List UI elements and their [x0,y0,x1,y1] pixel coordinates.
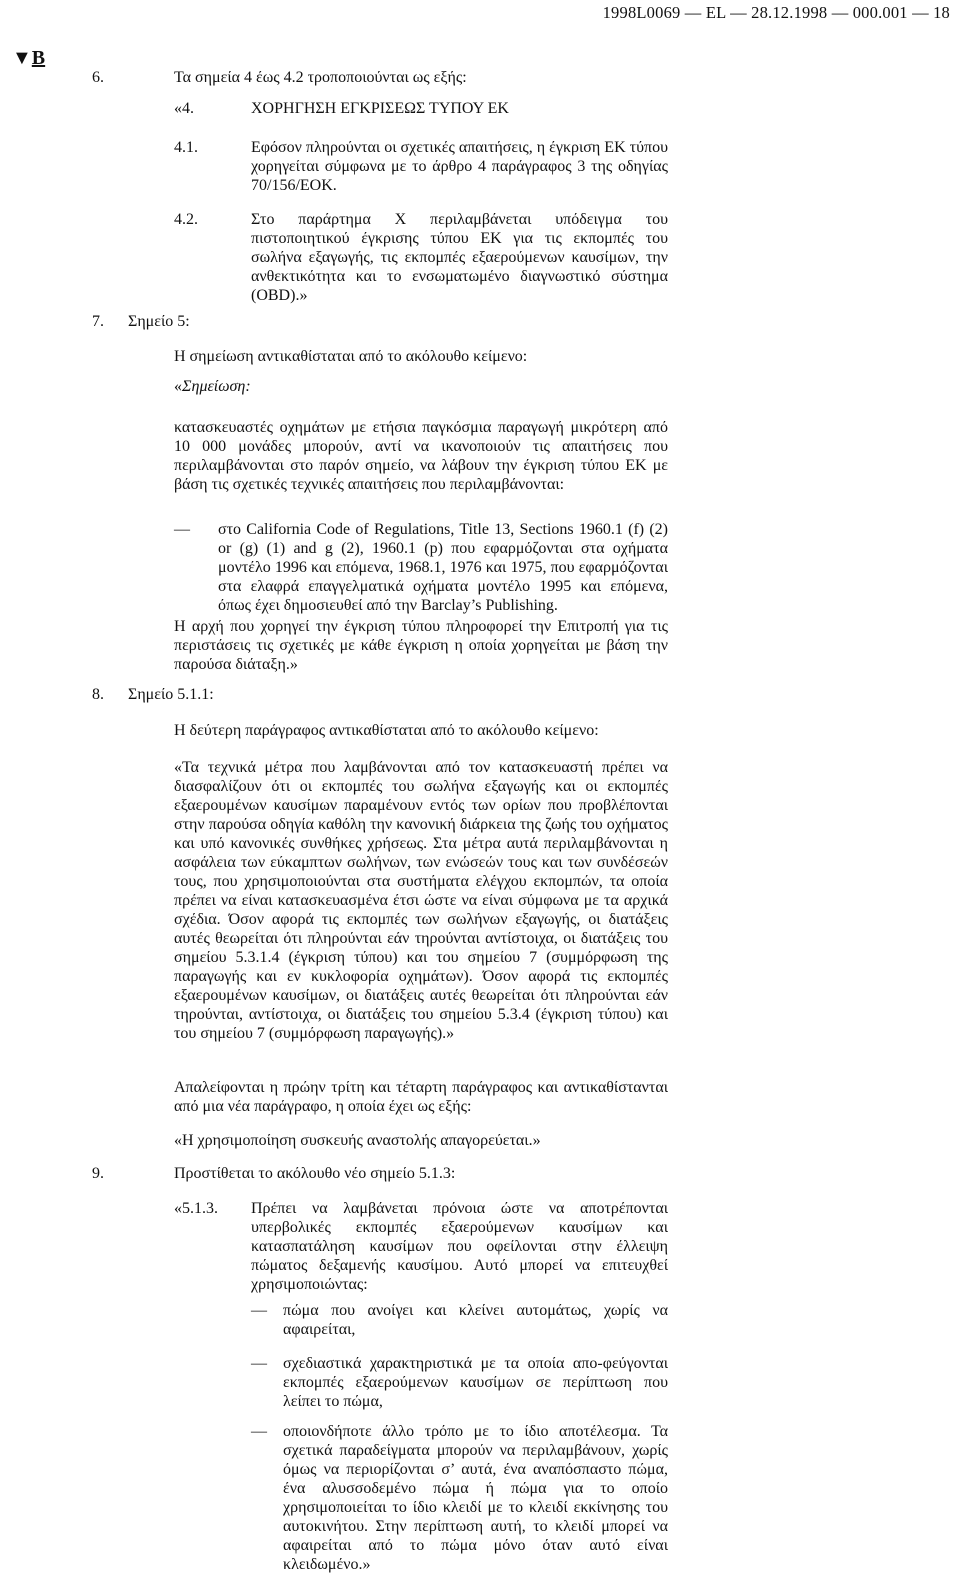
item-number: 9. [92,1165,104,1182]
paragraph: Πρέπει να λαμβάνεται πρόνοια ώστε να αποτρέπονται υπερβολικές εκπομπές εξαερούμενων καυσίμων και κατασπατάληση καυσίμων που οφείλονται στην έλλειψη πώματος δεξαμενής καυσίμου. Αυτό μπορεί να επιτευχθεί χρησιμοποιώντας: [251,1200,668,1293]
point-number: «5.1.3. [174,1200,218,1217]
paragraph: Η σημείωση αντικαθίσταται από το ακόλουθο κείμενο: [174,348,528,365]
quoted-paragraph: «Τα τεχνικά μέτρα που λαμβάνονται από τον κατασκευαστή πρέπει να διασφαλίζουν ότι οι εκπομπές του σωλήνα εξαγωγής και οι εκπομπές εξαερουμένων καυσίμων παραμένουν εντός των ορίων που προβλέπονται στην παρούσα οδηγία καθόλη την κανονική διάρκεια της ζωής του οχήματος και υπό κανονικές συνθήκες χρήσεως. Στα μέτρα αυτά περιλαμβάνονται η ασφάλεια των εύκαμπτων σωλήνων, των ενώσεών τους και των συνδέσεών τους, που χρησιμοποιούνται στα συστήματα ελέγχου εκπομπών, τα οποία πρέπει να είναι κατασκευασμένα έτσι ώστε να είναι σύμφωνα με τα αρχικά σχέδια. Όσον αφορά τις εκπομπές των σωλήνων εξαγωγής, οι διατάξεις αυτές θεωρείται ότι πληρούνται εάν τηρούνται αντίστοιχα, οι διατάξεις του σημείου 5.3.1.4 (έγκριση τύπου) και του σημείου 7 (συμμόρφωση της παραγωγής και εν κυκλοφορία οχημάτων). Όσον αφορά τις εκπομπές εξαερουμένων καυσίμων, οι διατάξεις αυτές θεωρείται ότι πληρούνται εάν τηρούνται, αντίστοιχα, οι διατάξεις του σημείου 5.3.4 (έγκριση τύπου) και του σημείου 7 (συμμόρφωση παραγωγής).» [174,759,668,1042]
heading-number: «4. [174,100,194,117]
dash-bullet: — [251,1423,267,1440]
note-label [174,377,251,396]
dash-bullet: — [251,1302,267,1319]
dash-bullet: — [174,521,190,538]
paragraph: Εφόσον πληρούνται οι σχετικές απαιτήσεις, η έγκριση ΕΚ τύπου χορηγείται σύμφωνα με το άρθρο 4 παράγραφος 3 της οδηγίας 70/156/ΕΟΚ. [251,139,668,194]
dash-bullet: — [251,1355,267,1372]
paragraph: Η δεύτερη παράγραφος αντικαθίσταται από το ακόλουθο κείμενο: [174,722,599,739]
list-item: πώμα που ανοίγει και κλείνει αυτομάτως, χωρίς να αφαιρείται, [283,1302,668,1338]
marker-label: B [31,47,46,69]
paragraph: Στο παράρτημα X περιλαμβάνεται υπόδειγμα του πιστοποιητικού έγκρισης τύπου ΕΚ για τις εκπομπές του σωλήνα εξαγωγής, τις εκπομπές εξαερούμενων καυσίμων, την ανθεκτικότητα και το ενσωματωμένο διαγνωστικό σύστημα (OBD).» [251,211,668,304]
quote-mark: « [174,378,182,395]
amendment-marker: ▼B [12,47,46,69]
document-header: 1998L0069 — EL — 28.12.1998 — 000.001 — 18 [602,3,950,22]
list-item: οποιονδήποτε άλλο τρόπο με το ίδιο αποτέλεσμα. Τα σχετικά παραδείγματα μπορούν να περιλαμβάνουν, χωρίς όμως να περιορίζονται σ’ αυτά, ένα αναπόσπαστο πώμα, ένα αλυσσοδεμένο πώμα ή πώμα για το οποίο χρησιμοποιείται το ίδιο κλειδί με το κλειδί εκκίνησης του αυτοκινήτου. Στην περίπτωση αυτή, το κλειδί μπορεί να αφαιρείται από το πώμα μόνο όταν αυτό είναι κλειδωμένο.» [283,1423,668,1573]
list-item: σχεδιαστικά χαρακτηριστικά με τα οποία απο-φεύγονται εκπομπές εξαερούμενων καυσίμων σε περίπτωση που λείπει το πώμα, [283,1355,668,1410]
item-number: 6. [92,69,104,86]
note-label-text: Σημείωση: [182,378,251,395]
point-number: 4.2. [174,211,198,228]
item-number: 8. [92,686,104,703]
paragraph: «Η χρησιμοποίηση συσκευής αναστολής απαγορεύεται.» [174,1132,541,1149]
paragraph: Απαλείφονται η πρώην τρίτη και τέταρτη παράγραφος και αντικαθίστανται από μια νέα παράγραφο, η οποία έχει ως εξής: [174,1079,668,1115]
item-title: Σημείο 5.1.1: [128,686,214,703]
paragraph: Η αρχή που χορηγεί την έγκριση τύπου πληροφορεί την Επιτροπή για τις περιστάσεις τις σχετικές με κάθε έγκριση η οποία χορηγείται με βάση την παρούσα διάταξη.» [174,618,668,673]
paragraph: κατασκευαστές οχημάτων με ετήσια παγκόσμια παραγωγή μικρότερη από 10 000 μονάδες μπορούν, αντί να ικανοποιούν τις απαιτήσεις που περιλαμβάνονται στο παρόν σημείο, να λάβουν την έγκριση τύπου ΕΚ με βάση τις σχετικές τεχνικές απαιτήσεις που περιλαμβάνονται: [174,419,668,493]
list-item: στο California Code of Regulations, Title 13, Sections 1960.1 (f) (2) or (g) (1) and g (2), 1960.1 (p) που εφαρμόζονται στα οχήματα μοντέλο 1996 και επόμενα, 1968.1, 1976 και 1975, που εφαρμόζονται στα ελαφρά επαγγελματικά οχήματα μοντέλο 1995 και επόμενα, όπως έχει δημοσιευθεί από την Barclay’s Publishing. [218,521,668,614]
item-number: 7. [92,313,104,330]
section-heading: ΧΟΡΗΓΗΣΗ ΕΓΚΡΙΣΕΩΣ ΤΥΠΟΥ ΕΚ [251,100,509,117]
item-title: Προστίθεται το ακόλουθο νέο σημείο 5.1.3: [174,1165,456,1182]
point-number: 4.1. [174,139,198,156]
item-title: Τα σημεία 4 έως 4.2 τροποποιούνται ως εξής: [174,69,467,86]
item-title: Σημείο 5: [128,313,190,330]
